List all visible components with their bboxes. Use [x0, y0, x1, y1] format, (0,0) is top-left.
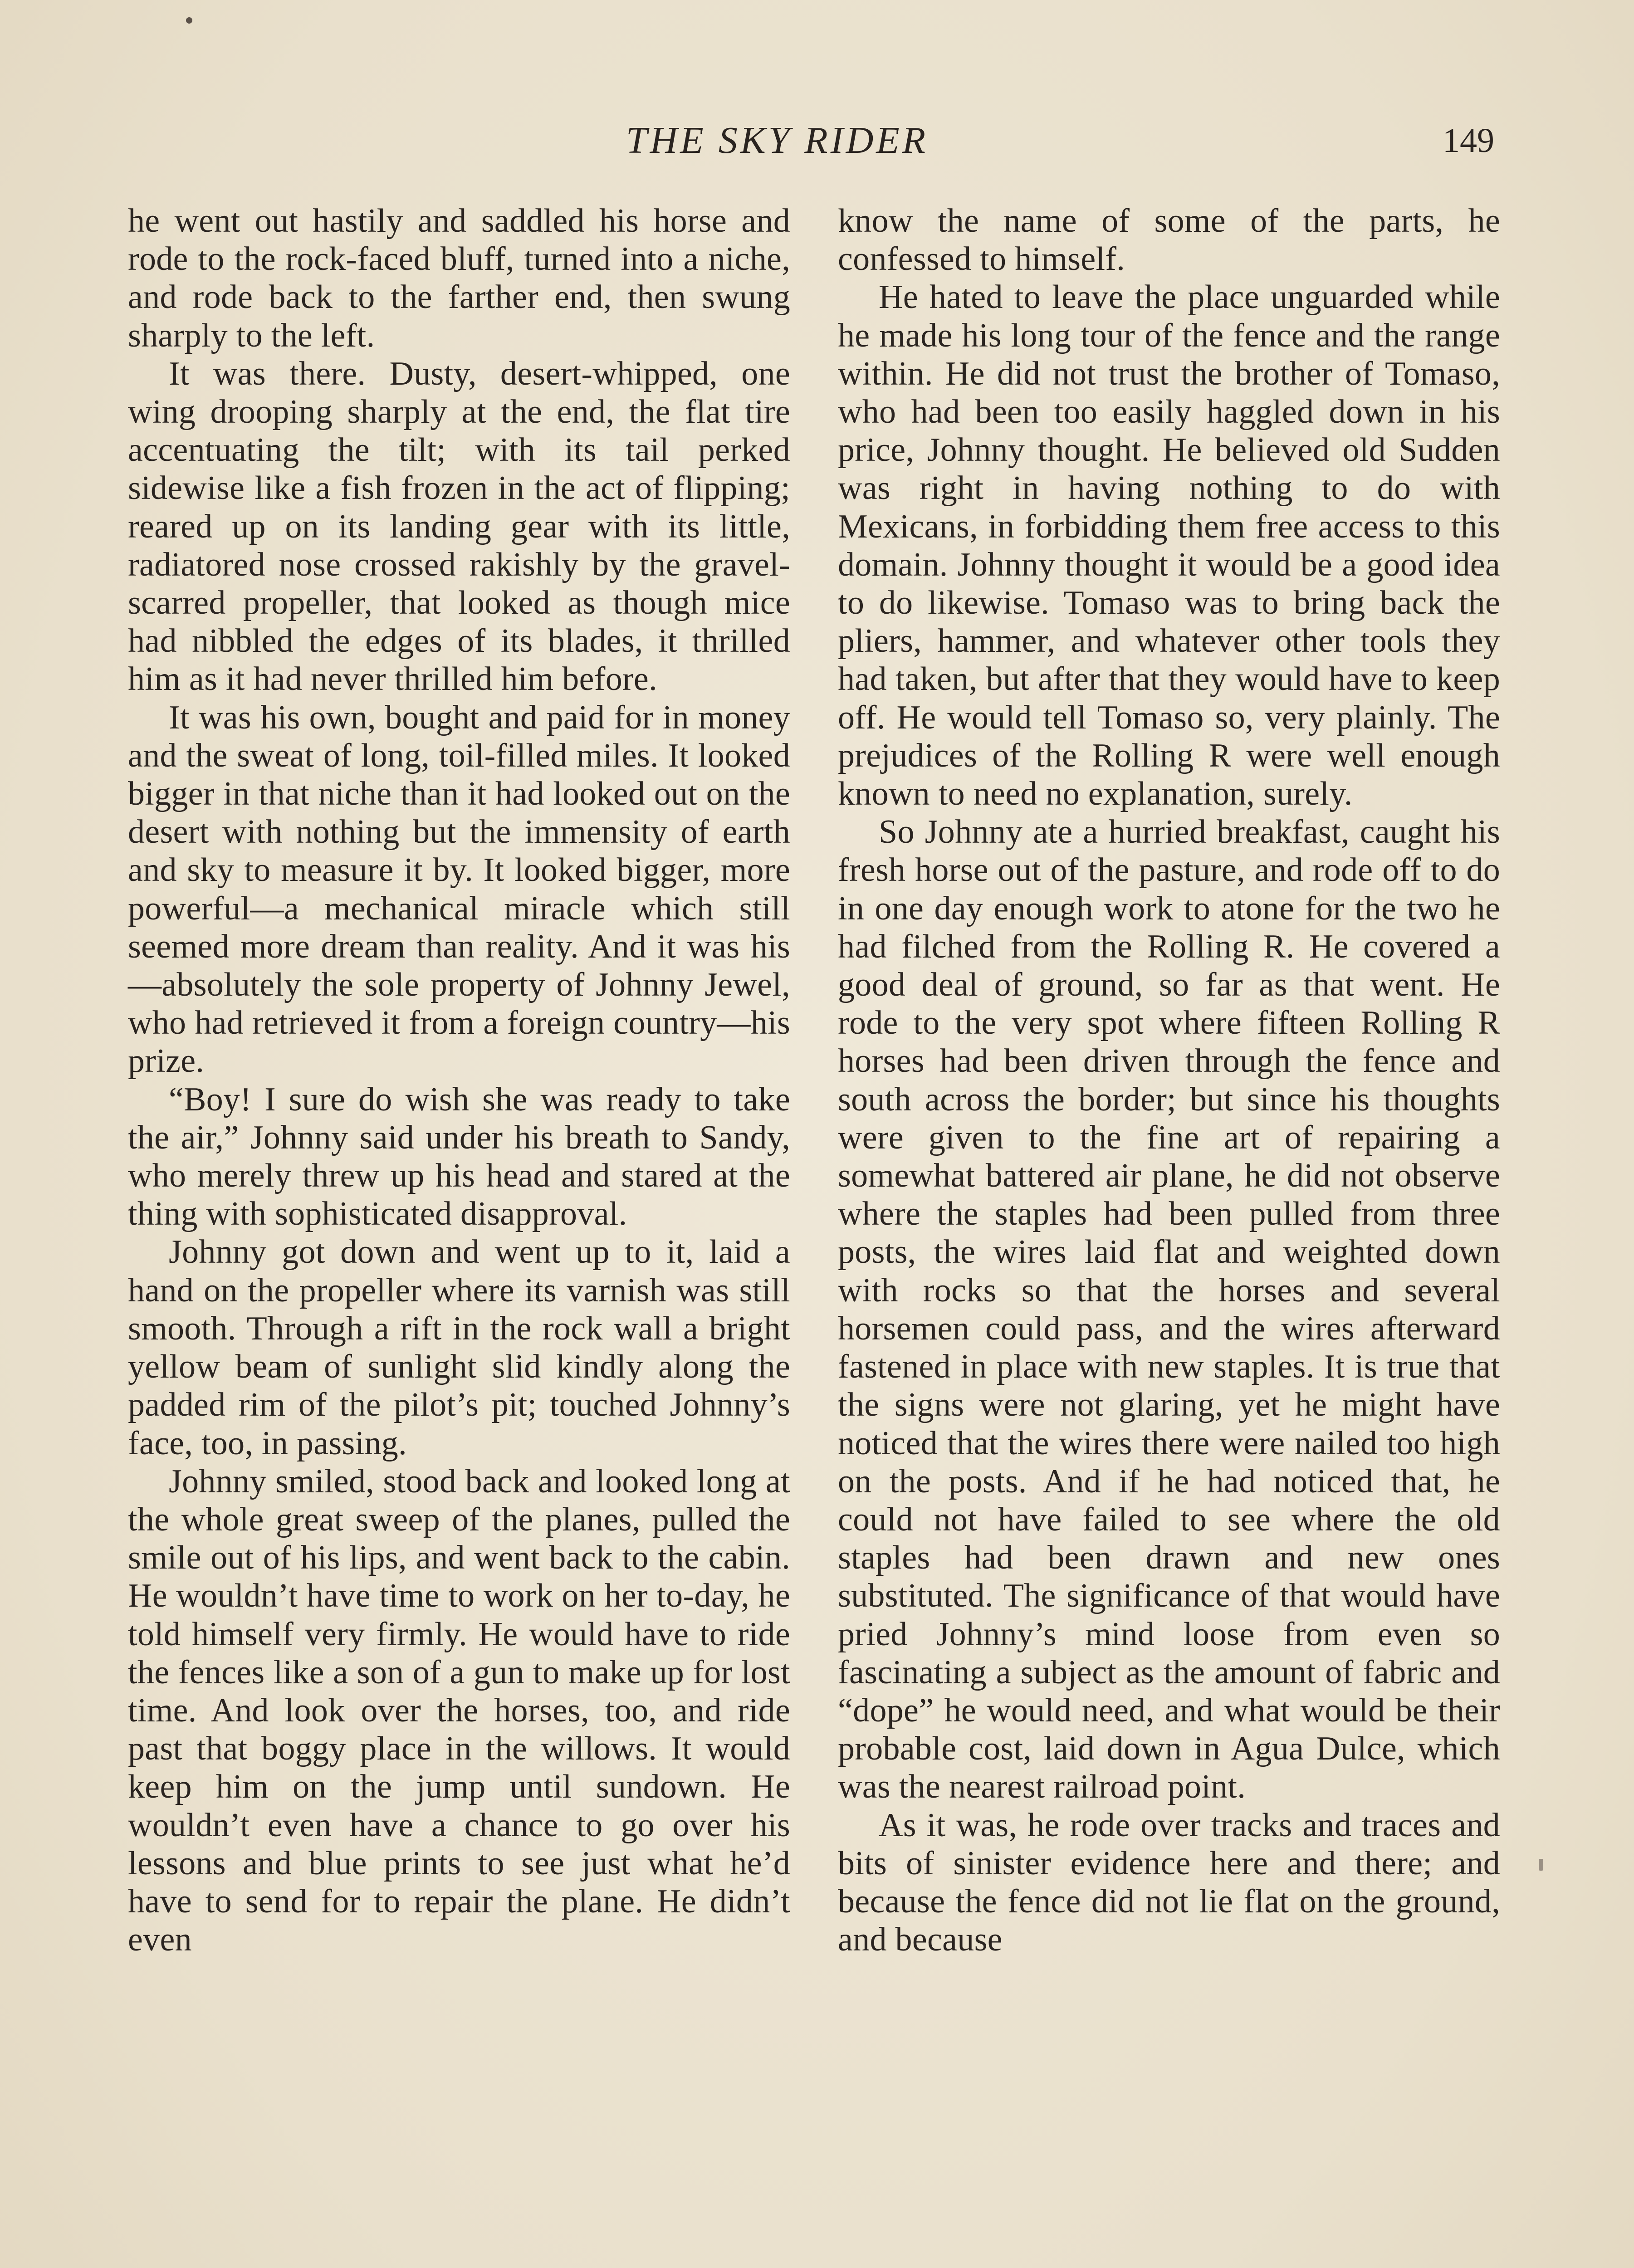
paragraph: He hated to leave the place unguarded while he made his long tour of the fence and the range within. He did not trust the brother of Tomaso, who had been too easily haggled down in his price, Johnny thought. He believed old Sudden was right in having nothing to do with Mexicans, in forbidding them free access to this domain. Johnny thought it would be a good idea to do likewise. Tomaso was to bring back the pliers, hammer, and whatever other tools they had taken, but after that they would have to keep off. He would tell Tomaso so, very plainly. The prejudices of the Rolling R were well enough known to need no explanation, surely. [838, 279, 1500, 813]
paragraph: Johnny got down and went up to it, laid a hand on the propeller where its varnish was still smooth. Through a rift in the rock wall a bright yellow beam of sunlight slid kindly along the padded rim of the pilot’s pit; touched Johnny’s face, too, in passing. [128, 1233, 790, 1462]
right-column [838, 202, 1500, 1959]
left-column [128, 202, 790, 1959]
running-title: THE SKY RIDER [626, 119, 928, 161]
ink-speck [186, 17, 192, 24]
page-header [0, 116, 1634, 166]
paragraph: “Boy! I sure do wish she was ready to take the air,” Johnny said under his breath to Sandy, who merely threw up his head and stared at the thing with sophisticated disapproval. [128, 1080, 790, 1233]
paragraph: he went out hastily and saddled his horse and rode to the rock-faced bluff, turned into a niche, and rode back to the farther end, then swung sharply to the left. [128, 202, 790, 354]
paragraph: Johnny smiled, stood back and looked long at the whole great sweep of the planes, pulled the smile out of his lips, and went back to the cabin. He wouldn’t have time to work on her to-day, he told himself very firmly. He would have to ride the fences like a son of a gun to make up for lost time. And look over the horses, too, and ride past that boggy place in the willows. It would keep him on the jump until sundown. He wouldn’t even have a chance to go over his lessons and blue prints to see just what he’d have to send for to repair the plane. He didn’t even [128, 1462, 790, 1959]
paragraph: It was there. Dusty, desert-whipped, one wing drooping sharply at the end, the flat tire accentuating the tilt; with its tail perked sidewise like a fish frozen in the act of flipping; reared up on its landing gear with its little, radiatored nose crossed rakishly by the gravel-scarred propeller, that looked as though mice had nibbled the edges of its blades, it thrilled him as it had never thrilled him before. [128, 355, 790, 698]
page-number: 149 [1443, 122, 1494, 160]
paragraph: It was his own, bought and paid for in money and the sweat of long, toil-filled miles. It looked bigger in that niche than it had looked out on the desert with nothing but the immensity of earth and sky to measure it by. It looked bigger, more powerful—a mechanical miracle which still seemed more dream than reality. And it was his—absolutely the sole property of Johnny Jewel, who had retrieved it from a foreign country—his prize. [128, 699, 790, 1080]
paragraph: So Johnny ate a hurried breakfast, caught his fresh horse out of the pasture, and rode off to do in one day enough work to atone for the two he had filched from the Rolling R. He covered a good deal of ground, so far as that went. He rode to the very spot where fifteen Rolling R horses had been driven through the fence and south across the border; but since his thoughts were given to the fine art of repairing a somewhat battered air plane, he did not observe where the staples had been pulled from three posts, the wires laid flat and weighted down with rocks so that the horses and several horsemen could pass, and the wires afterward fastened in place with new staples. It is true that the signs were not glaring, yet he might have noticed that the wires there were nailed too high on the posts. And if he had noticed that, he could not have failed to see where the old staples had been drawn and new ones substituted. The significance of that would have pried Johnny’s mind loose from even so fascinating a subject as the amount of fabric and “dope” he would need, and what would be their probable cost, laid down in Agua Dulce, which was the nearest railroad point. [838, 813, 1500, 1806]
paragraph: know the name of some of the parts, he confessed to himself. [838, 202, 1500, 278]
ink-speck [1539, 1859, 1543, 1871]
paragraph: As it was, he rode over tracks and traces and bits of sinister evidence here and there; and because the fence did not lie flat on the ground, and because [838, 1806, 1500, 1959]
